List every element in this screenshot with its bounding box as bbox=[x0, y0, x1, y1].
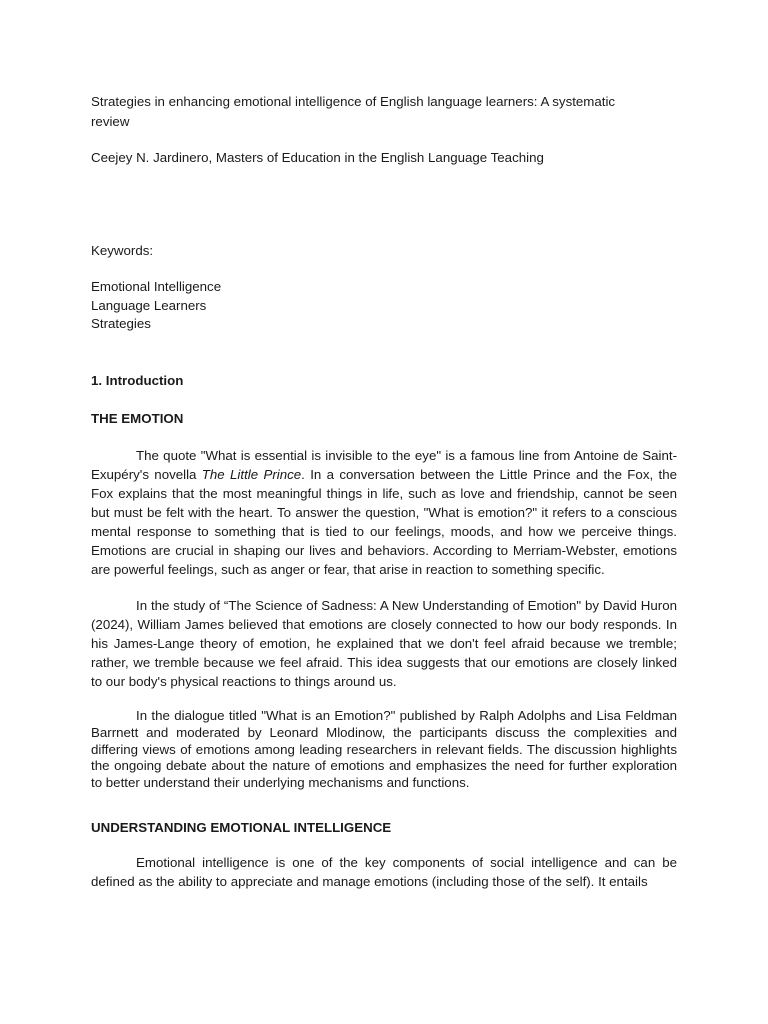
subheading-understanding-emotional-intelligence: UNDERSTANDING EMOTIONAL INTELLIGENCE bbox=[91, 819, 392, 835]
paragraph-text: . In a conversation between the Little Prince and the Fox, the Fox explains that the most meaningful things in life, such as love and friendship, cannot be seen but must be felt with the heart. To answer the question, "What is emotion?" it refers to a conscious mental response to something that is tied to our feelings, moods, and how we perceive things. Emotions are crucial in shaping our lives and behaviors. According to Merriam-Webster, emotions are powerful feelings, such as anger or fear, that arise in reaction to something specific. bbox=[91, 467, 677, 577]
keyword-list bbox=[91, 278, 677, 334]
body-paragraph: Emotional intelligence is one of the key components of social intelligence and can be defined as the ability to appreciate and manage emotions (including those of the self). It entails bbox=[91, 854, 677, 889]
subheading-the-emotion: THE EMOTION bbox=[91, 411, 184, 427]
keyword-item: Emotional Intelligence bbox=[91, 279, 222, 294]
body-paragraph: In the dialogue titled "What is an Emotion?" published by Ralph Adolphs and Lisa Feldman Barrnett and moderated by Leonard Mlodinow, the participants discuss the complexities and differing views of emotions among leading researchers in relevant fields. The discussion highlights the ongoing debate about the nature of emotions and emphasizes the need for further exploration to better understand their underlying mechanisms and functions. bbox=[91, 707, 677, 791]
keyword-item: Language Learners bbox=[91, 297, 207, 313]
body-paragraph: In the study of “The Science of Sadness: A New Understanding of Emotion" by David Huron (2024), William James believed that emotions are closely connected to how our body responds. In his James-Lange theory of emotion, he explained that we don't feel afraid because we tremble; rather, we tremble because we feel afraid. This idea suggests that our emotions are closely linked to our body's physical reactions to things around us. bbox=[91, 598, 677, 690]
body-paragraph bbox=[91, 447, 677, 579]
keywords-label: Keywords: bbox=[91, 243, 154, 258]
keyword-item: Strategies bbox=[91, 316, 151, 332]
paragraph-text: The quote "What is essential is invisible to the eye" is a famous line from Antoine de Saint-Exupéry's novella bbox=[91, 448, 677, 483]
book-title: The Little Prince bbox=[201, 467, 302, 483]
document-title: Strategies in enhancing emotional intelligence of English language learners: A systematic review bbox=[91, 94, 616, 129]
author-line: Ceejey N. Jardinero, Masters of Education in the English Language Teaching bbox=[91, 150, 544, 165]
section-heading-introduction: 1. Introduction bbox=[91, 373, 184, 389]
